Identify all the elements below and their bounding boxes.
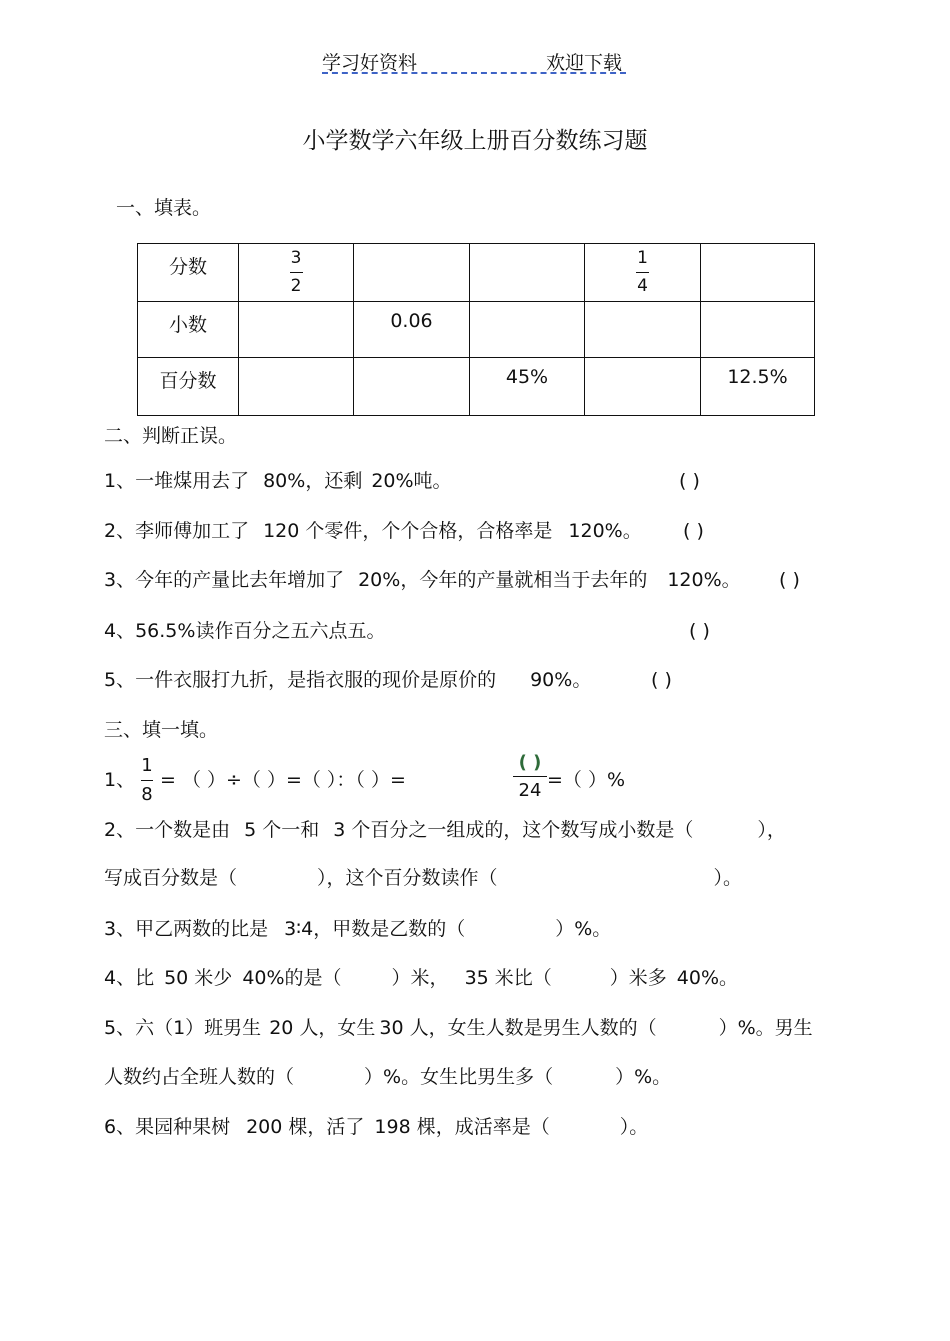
section2-heading: 二、判断正误。: [104, 425, 238, 447]
judge-item-2: 2、李师傅加工了 120 个零件，个个合格，合格率是 120%。: [104, 520, 642, 542]
answer-paren: ( ): [679, 470, 700, 492]
table-cell-empty: [354, 358, 470, 416]
section1-heading: 一、填表。: [116, 197, 212, 219]
fill-item-1-expression: = （ ）÷（ ）=（ ）：（ ）=: [160, 769, 406, 791]
header-right-text: 欢迎下载: [545, 52, 622, 74]
fill-item-2-line2: 写成百分数是（ ），这个百分数读作（ ）。: [104, 867, 743, 889]
fraction-3-over-2: $\frac{3}{2}$: [290, 248, 302, 296]
table-cell-empty: [701, 244, 815, 302]
conversion-table: [137, 243, 815, 416]
judge-item-4: 4、56.5%读作百分之五六点五。: [104, 620, 386, 642]
table-cell-empty: [470, 302, 585, 358]
table-cell-empty: [354, 244, 470, 302]
judge-item-5: 5、一件衣服打九折，是指衣服的现价是原价的 90%。: [104, 669, 592, 691]
table-row-percent: [138, 358, 815, 416]
judge-item-1: 1、一堆煤用去了 80%，还剩 20%吨。: [104, 470, 452, 492]
answer-paren: ( ): [651, 669, 672, 691]
fraction-blank-over-24: ( ) 24: [513, 753, 547, 801]
table-row-decimal: [138, 302, 815, 358]
fill-item-6: 6、果园种果树 200 棵，活了 198 棵，成活率是（ ）。: [104, 1116, 649, 1138]
fill-item-1-label: 1、: [104, 769, 136, 791]
table-cell-empty: [239, 358, 354, 416]
table-cell-empty: [470, 244, 585, 302]
cell-decimal-value: 0.06: [354, 302, 470, 358]
fill-item-3: 3、甲乙两数的比是 3∶4，甲数是乙数的（ ）%。: [104, 918, 612, 940]
row-label-percent: 百分数: [138, 358, 239, 416]
section3-heading: 三、填一填。: [104, 719, 219, 741]
fill-item-4: 4、比 50 米少 40%的是（ ）米， 35 米比（ ）米多 40%。: [104, 967, 739, 989]
fill-item-2-line1: 2、一个数是由 5 个一和 3 个百分之一组成的，这个数写成小数是（ ），: [104, 819, 786, 841]
cell-percent-12-5: 12.5%: [701, 358, 815, 416]
cell-fraction-1-4: [585, 244, 701, 302]
table-row-fraction: [138, 244, 815, 302]
row-label-fraction: 分数: [138, 244, 239, 302]
row-label-decimal: 小数: [138, 302, 239, 358]
fraction-1-over-8: 1 8: [141, 755, 153, 805]
cell-percent-45: 45%: [470, 358, 585, 416]
table-cell-empty: [585, 302, 701, 358]
answer-paren: ( ): [683, 520, 704, 542]
document-title: 小学数学六年级上册百分数练习题: [302, 128, 648, 154]
answer-paren: ( ): [689, 620, 710, 642]
table-cell-empty: [701, 302, 815, 358]
fill-item-1-tail: =（ ）%: [547, 769, 626, 791]
page-header: [322, 48, 626, 74]
fill-item-5-line2: 人数约占全班人数的（ ）%。女生比男生多（ ）%。: [104, 1066, 672, 1088]
judge-item-3: 3、今年的产量比去年增加了 20%，今年的产量就相当于去年的 120%。: [104, 569, 741, 591]
answer-paren: ( ): [779, 569, 800, 591]
cell-fraction-3-2: [239, 244, 354, 302]
header-left-text: 学习好资料: [322, 52, 418, 74]
fill-item-5-line1: 5、六（1）班男生 20 人，女生 30 人，女生人数是男生人数的（ ）%。男生: [104, 1017, 813, 1039]
header-dashed-rule: [322, 72, 626, 74]
fraction-1-over-4: $\frac{1}{4}$: [637, 248, 648, 296]
table-cell-empty: [585, 358, 701, 416]
table-cell-empty: [239, 302, 354, 358]
